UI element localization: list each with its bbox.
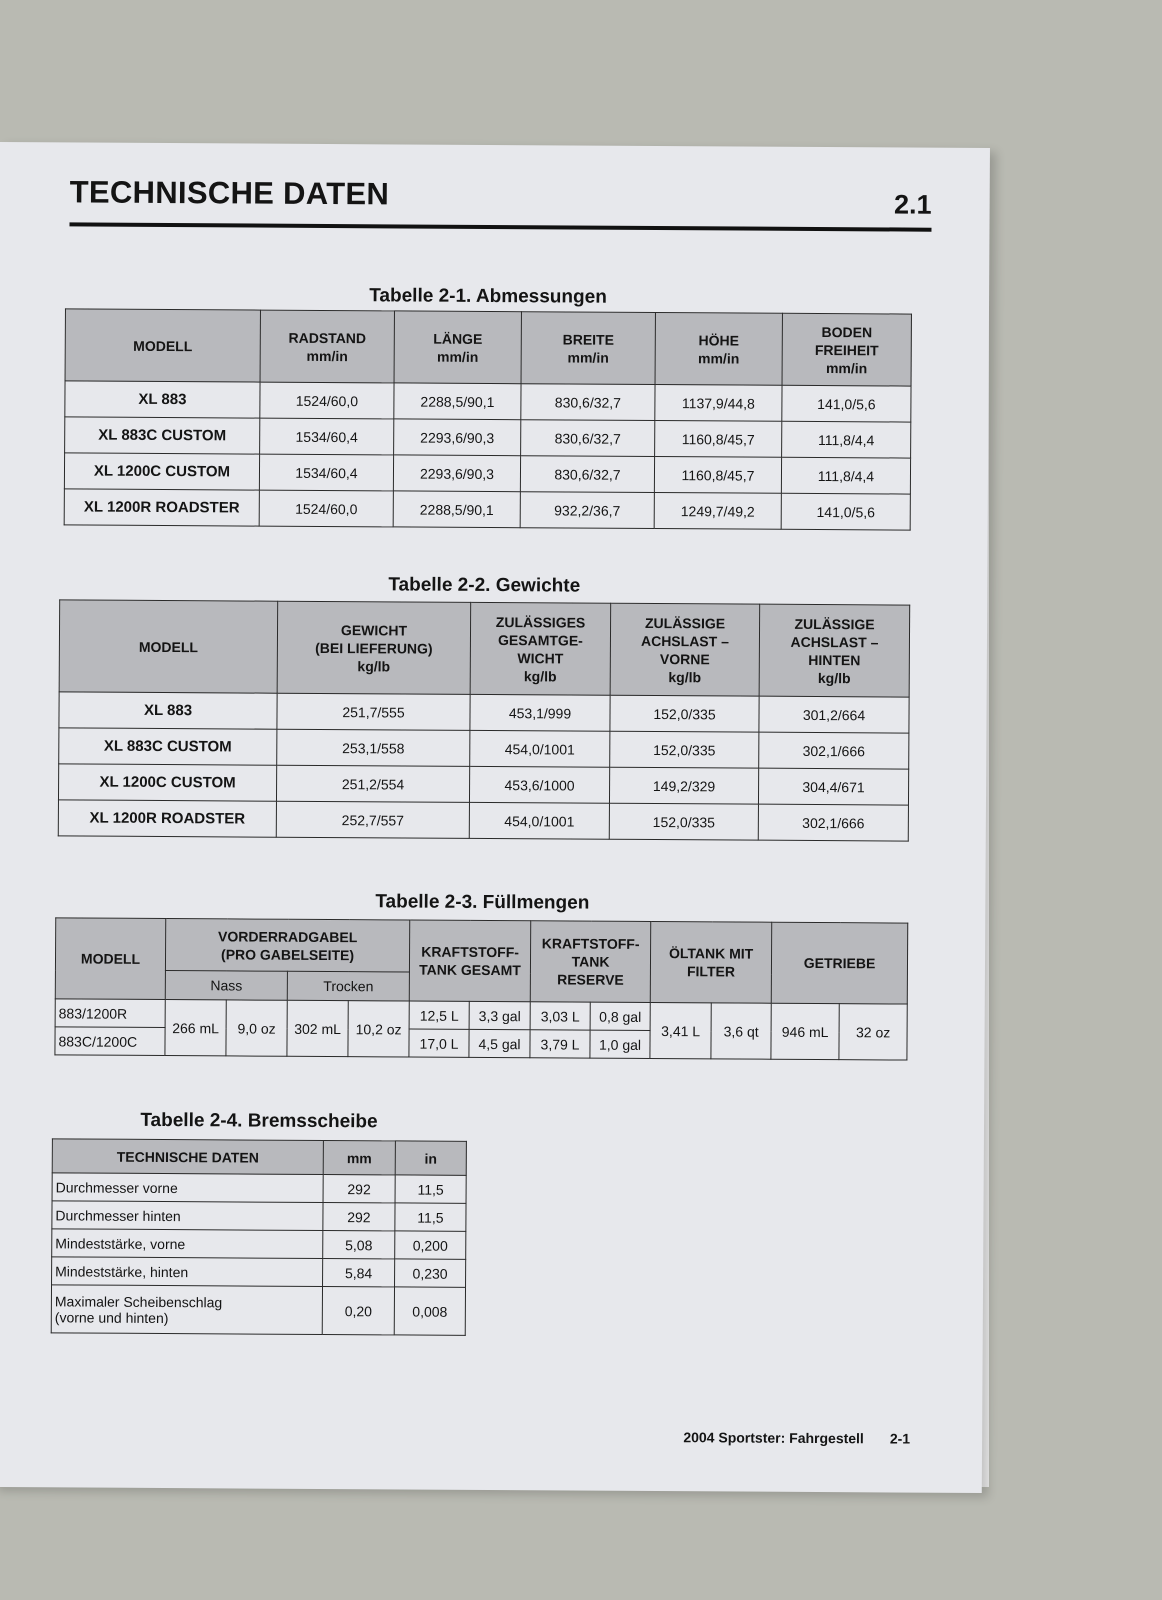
model-cell: XL 1200R ROADSTER [64,489,259,526]
header-reserve: KRAFTSTOFF- TANK RESERVE [530,921,651,1003]
header-modell: MODELL [55,918,165,1000]
value-cell: 302,1/666 [759,732,909,769]
table-row [65,381,911,422]
column-header: BODEN FREIHEIT mm/in [782,313,911,386]
header-kraftstofftank: KRAFTSTOFF- TANK GESAMT [409,920,530,1002]
value-cell: 1524/60,0 [259,490,393,527]
table-row [64,453,910,494]
table-gewichte [58,599,910,841]
value-cell: 830,6/32,7 [521,384,655,421]
section-number: 2.1 [893,189,932,220]
value-cell: 1,0 gal [590,1030,650,1058]
value-cell: 149,2/329 [609,767,758,804]
value-cell: 454,0/1001 [470,730,610,767]
value-cell: 32 oz [839,1004,907,1060]
value-cell: 1160,8/45,7 [654,457,781,494]
value-cell: 1534/60,4 [259,454,393,491]
table3-caption: Tabelle 2-3. Füllmengen [375,891,590,914]
column-header: MODELL [59,600,278,693]
value-cell: 3,03 L [530,1002,590,1030]
value-cell: 932,2/36,7 [520,492,654,529]
table-row [52,1173,466,1204]
column-header: LÄNGE mm/in [394,311,521,384]
value-cell: 946 mL [771,1003,839,1059]
value-cell: 152,0/335 [609,803,758,840]
header-getriebe: GETRIEBE [771,922,908,1004]
value-cell: 10,2 oz [348,1001,409,1057]
model-cell: XL 883 [65,381,260,418]
value-cell: 253,1/558 [277,729,470,766]
header-oeltank: ÖLTANK MIT FILTER [650,921,771,1003]
value-cell: 17,0 L [409,1029,469,1057]
value-cell: 1534/60,4 [260,418,394,455]
value-cell: 3,3 gal [469,1001,530,1029]
value-cell: 302,1/666 [758,804,908,841]
value-cell: 0,8 gal [590,1002,650,1030]
table-row [64,489,910,530]
value-cell: 152,0/335 [610,695,759,732]
value-cell: 12,5 L [409,1001,469,1029]
table-row [59,728,909,769]
table2-caption: Tabelle 2-2. Gewichte [388,574,581,597]
table-cell: 0,008 [394,1287,465,1335]
value-cell: 5,84 [323,1258,395,1286]
column-header: BREITE mm/in [521,312,655,385]
value-cell: 1524/60,0 [260,382,394,419]
page-number: 2-1 [889,1430,911,1447]
header-trocken: Trocken [287,971,409,1001]
table1-caption: Tabelle 2-1. Abmessungen [369,285,607,308]
table-abmessungen [64,308,912,530]
table-bremsscheibe [51,1138,467,1336]
column-header: RADSTAND mm/in [260,310,394,383]
model-cell: XL 883C CUSTOM [65,417,260,454]
model-cell: Durchmesser vorne [52,1173,323,1203]
value-cell: 301,2/664 [759,696,909,733]
value-cell: 5,08 [323,1230,395,1258]
header-rule [69,222,931,231]
page-footer [683,1429,910,1446]
header-nass: Nass [165,971,287,1001]
value-cell: 292 [323,1202,395,1230]
value-cell: 454,0/1001 [469,802,609,839]
table-row [59,692,909,733]
table-row [52,1229,466,1260]
value-cell: 9,0 oz [226,1000,287,1056]
table4-caption: Tabelle 2-4. Bremsscheibe [140,1109,378,1133]
value-cell: 141,0/5,6 [782,385,911,422]
value-cell: 1137,9/44,8 [655,385,782,422]
value-cell: 2293,6/90,3 [393,455,520,492]
value-cell: 2293,6/90,3 [394,419,521,456]
value-cell: 2288,5/90,1 [393,491,520,528]
table-row [52,1201,466,1232]
value-cell: 141,0/5,6 [781,493,910,530]
column-header: HÖHE mm/in [655,313,782,386]
column-header: in [395,1141,466,1175]
model-cell: 883/1200R [55,999,165,1028]
model-cell: Mindeststärke, hinten [52,1257,323,1287]
value-cell: 11,5 [395,1203,466,1231]
value-cell: 252,7/557 [276,801,469,838]
model-cell: XL 1200R ROADSTER [58,800,276,837]
value-cell: 11,5 [395,1175,466,1203]
value-cell: 3,6 qt [711,1003,771,1059]
column-header: ZULÄSSIGE ACHSLAST – VORNE kg/lb [610,603,760,696]
column-header: GEWICHT (BEI LIEFERUNG) kg/lb [277,601,471,694]
value-cell: 266 mL [165,1000,226,1056]
value-cell: 453,1/999 [470,694,610,731]
value-cell: 251,7/555 [277,693,470,730]
value-cell: 152,0/335 [610,731,759,768]
value-cell: 111,8/4,4 [781,457,910,494]
model-cell: XL 1200C CUSTOM [64,453,259,490]
table-row [58,800,908,841]
model-cell: Durchmesser hinten [52,1201,323,1231]
table-cell: 0,20 [322,1286,394,1334]
value-cell: 4,5 gal [469,1029,530,1057]
value-cell: 1249,7/49,2 [654,493,781,530]
value-cell: 453,6/1000 [469,766,609,803]
table-cell: Maximaler Scheibenschlag (vorne und hinten) [51,1285,322,1335]
column-header: mm [323,1140,395,1174]
value-cell: 0,200 [395,1231,466,1259]
value-cell: 292 [323,1174,395,1202]
value-cell: 2288,5/90,1 [394,383,521,420]
value-cell: 304,4/671 [758,768,908,805]
model-cell: XL 1200C CUSTOM [58,764,276,801]
table-row [52,1257,466,1288]
value-cell: 1160,8/45,7 [655,421,782,458]
table-fuellmengen [54,917,908,1060]
header-vorderradgabel: VORDERRADGABEL (PRO GABELSEITE) [165,919,409,972]
value-cell: 830,6/32,7 [521,420,655,457]
value-cell: 111,8/4,4 [782,421,911,458]
value-cell: 830,6/32,7 [520,456,654,493]
page-title: TECHNISCHE DATEN [69,174,390,212]
value-cell: 251,2/554 [276,765,469,802]
footer-title: 2004 Sportster: Fahrgestell [683,1429,864,1447]
value-cell: 0,230 [395,1259,466,1287]
manual-page [0,142,990,1493]
value-cell: 3,41 L [650,1002,711,1058]
column-header: TECHNISCHE DATEN [52,1139,323,1175]
value-cell: 302 mL [287,1000,348,1056]
column-header: MODELL [65,309,260,382]
value-cell: 3,79 L [530,1030,590,1058]
table-row [58,764,908,805]
column-header: ZULÄSSIGE ACHSLAST – HINTEN kg/lb [759,604,910,697]
model-cell: XL 883C CUSTOM [59,728,277,765]
model-cell: 883C/1200C [55,1027,165,1056]
column-header: ZULÄSSIGES GESAMTGE- WICHT kg/lb [470,602,611,695]
table-row [65,417,911,458]
model-cell: XL 883 [59,692,277,729]
model-cell: Mindeststärke, vorne [52,1229,323,1259]
